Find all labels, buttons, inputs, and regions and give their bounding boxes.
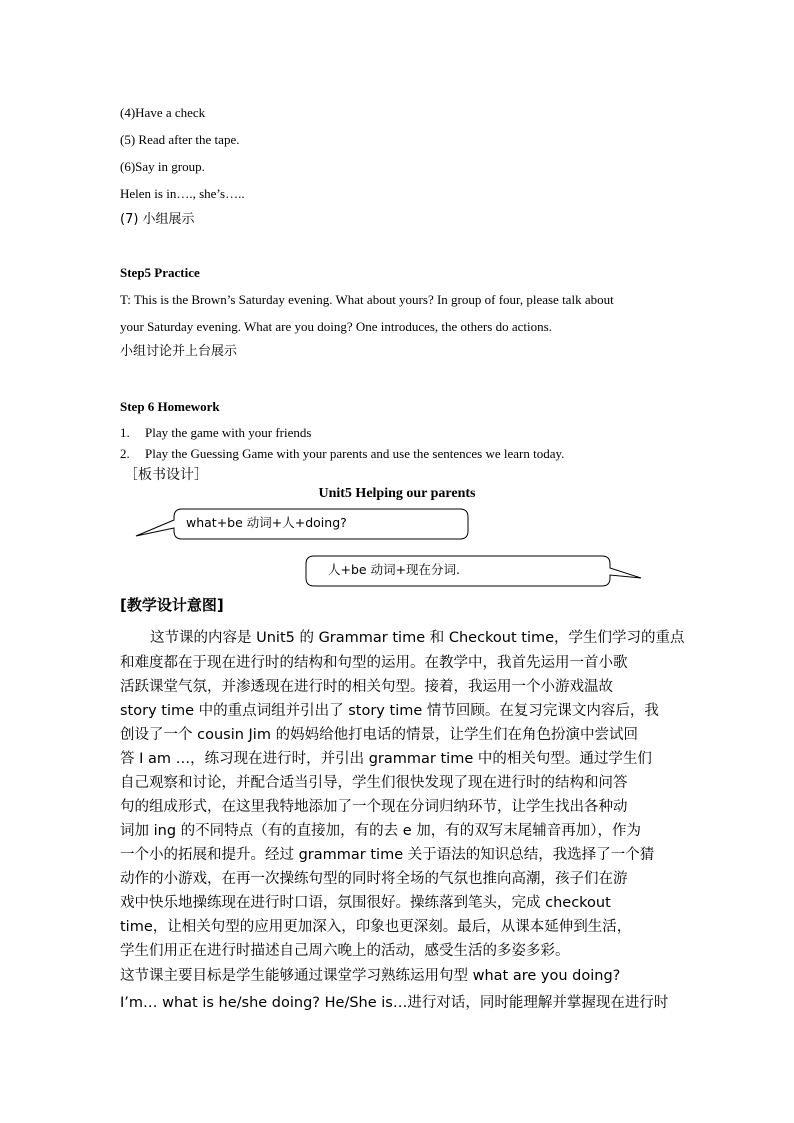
step-4-line: (4)Have a check <box>120 105 206 120</box>
design-intent-line-16: I’m… what is he/she doing? He/She is…进行对话，同时能理解并掌握现在进行时 <box>120 995 669 1011</box>
design-intent-line-8: 句的组成形式，在这里我特地添加了一个现在分词归纳环节，让学生找出各种动 <box>120 799 628 815</box>
step5-line-2: your Saturday evening. What are you doing? One introduces, the others do actions. <box>120 319 552 334</box>
homework-item-2-text: Play the Guessing Game with your parents and use the sentences we learn today. <box>145 446 565 461</box>
design-intent-line-1: 这节课的内容是 Unit5 的 Grammar time 和 Checkout time，学生们学习的重点 <box>150 630 685 646</box>
board-title: Unit5 Helping our parents <box>318 486 476 501</box>
step-5-read-line: (5) Read after the tape. <box>120 132 240 147</box>
design-intent-line-15: 这节课主要目标是学生能够通过课堂学习熟练运用句型 what are you doing? <box>120 968 621 984</box>
design-intent-line-13: time，让相关句型的应用更加深入，印象也更深刻。最后，从课本延伸到生活， <box>120 919 632 935</box>
step5-line-3: 小组讨论并上台展示 <box>120 344 238 359</box>
design-intent-line-10: 一个小的拓展和提升。经过 grammar time 关于语法的知识总结，我选择了一个猜 <box>120 847 655 863</box>
design-intent-line-4: story time 中的重点词组并引出了 story time 情节回顾。在复习完课文内容后，我 <box>120 703 659 719</box>
design-intent-line-7: 自己观察和讨论，并配合适当引导，学生们很快发现了现在进行时的结构和问答 <box>120 775 628 791</box>
step5-line-1: T: This is the Brown’s Saturday evening. What about yours? In group of four, please talk about <box>120 292 614 307</box>
design-intent-line-12: 戏中快乐地操练现在进行时口语，氛围很好。操练落到笔头，完成 checkout <box>120 895 611 911</box>
board-design-label: ［板书设计］ <box>124 467 208 483</box>
homework-item-1-number: 1. <box>120 425 130 440</box>
step5-heading: Step5 Practice <box>120 265 200 280</box>
bubble-1-text: what+be 动词+人+doing? <box>186 515 347 530</box>
design-intent-line-14: 学生们用正在进行时描述自己周六晚上的活动，感受生活的多姿多彩。 <box>120 943 570 959</box>
design-intent-line-11: 动作的小游戏，在再一次操练句型的同时将全场的气氛也推向高潮，孩子们在游 <box>120 871 628 887</box>
homework-item-2-number: 2. <box>120 446 130 461</box>
design-intent-line-3: 活跃课堂气氛，并渗透现在进行时的相关句型。接着，我运用一个小游戏温故 <box>120 679 613 695</box>
step-7-show-line: (7) 小组展示 <box>120 212 195 227</box>
design-intent-title: [教学设计意图] <box>120 596 224 614</box>
say-example-line: Helen is in…., she’s….. <box>120 186 245 201</box>
design-intent-line-9: 词加 ing 的不同特点（有的直接加，有的去 e 加，有的双写末尾辅音再加），作为 <box>120 823 642 839</box>
bubble-2-text: 人+be 动词+现在分词. <box>328 562 461 577</box>
design-intent-line-5: 创设了一个 cousin Jim 的妈妈给他打电话的情景，让学生们在角色扮演中尝试回 <box>120 727 639 743</box>
step6-heading: Step 6 Homework <box>120 399 220 414</box>
step-6-say-line: (6)Say in group. <box>120 159 205 174</box>
design-intent-line-6: 答 I am …，练习现在进行时，并引出 grammar time 中的相关句型。通过学生们 <box>120 751 652 767</box>
homework-item-1-text: Play the game with your friends <box>145 425 312 440</box>
design-intent-line-2: 和难度都在于现在进行时的结构和句型的运用。在教学中，我首先运用一首小歌 <box>120 655 628 671</box>
